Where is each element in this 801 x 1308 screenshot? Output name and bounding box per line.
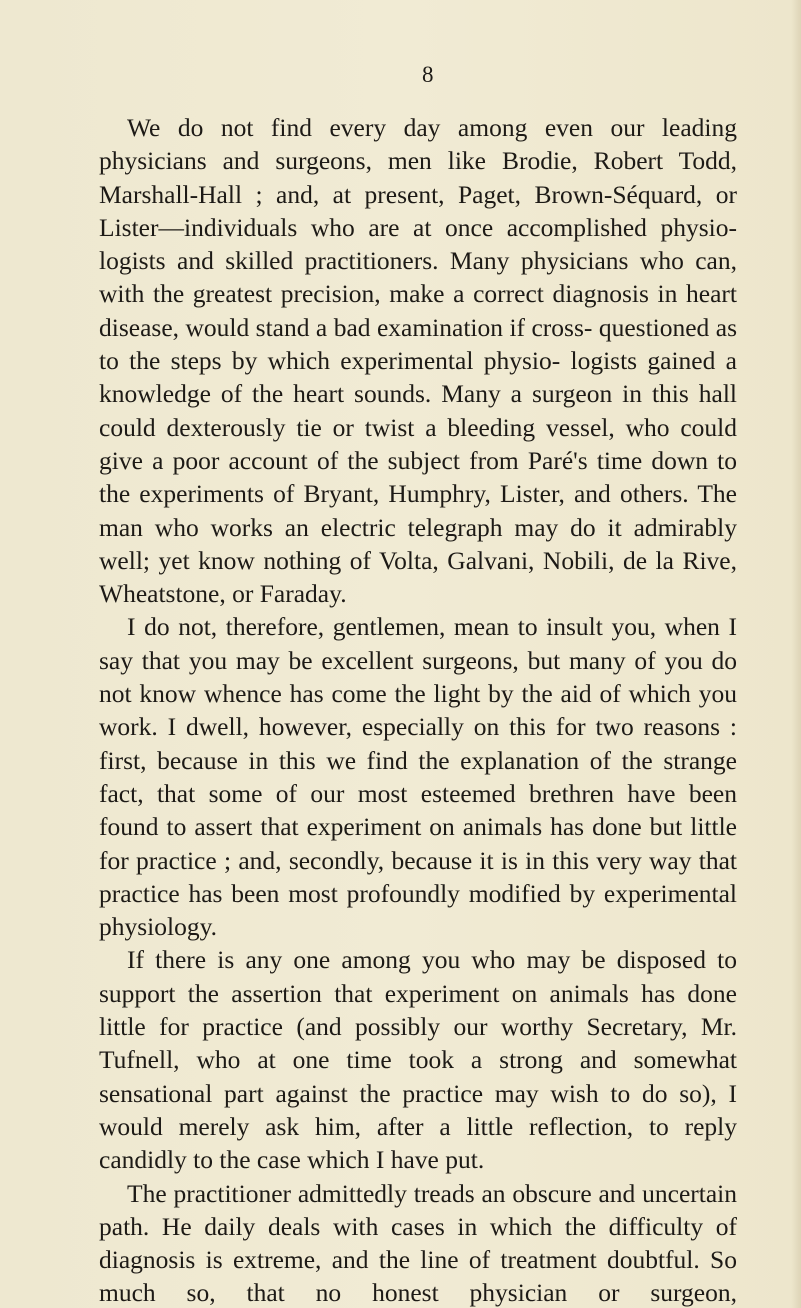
paragraph-3: If there is any one among you who may be disposed to support the assertion that experiment on animals has done little for practice (and possibly our worthy Secretary, Mr. Tufnell, who at one time took a strong and somewhat sensational part against the practice may wish to do so), I would merely ask him, after a little reflection, to reply candidly to the case which I have put. xyxy=(99,945,737,1175)
body-text xyxy=(99,111,737,1308)
paragraph-4: The practitioner admittedly treads an obscure and uncertain path. He daily deals with cases in which the difficulty of diagnosis is extreme, and the line of treatment doubtful. So much so, that no honest physician or surgeon, xyxy=(99,1178,737,1308)
paragraph-1: We do not find every day among even our leading physicians and surgeons, men like Brodie, Robert Todd, Marshall-Hall ; and, at present, Paget, Brown-Séquard, or Lister—individuals who are at once accomplished physio- logists and skilled practitioners. Many physicians who can, with the greatest precision, make a correct diagnosis in heart disease, would stand a bad examination if cross- questioned as to the steps by which experimental physio- logists gained a knowledge of the heart sounds. Many a surgeon in this hall could dexterously tie or twist a bleeding vessel, who could give a poor account of the subject from Paré's time down to the experiments of Bryant, Humphry, Lister, and others. The man who works an electric telegraph may do it admirably well; yet know nothing of Volta, Galvani, Nobili, de la Rive, Wheatstone, or Faraday. xyxy=(99,113,737,609)
page-edge-shadow xyxy=(791,0,801,1308)
page-number: 8 xyxy=(422,62,434,87)
paragraph-2: I do not, therefore, gentlemen, mean to insult you, when I say that you may be excellent surgeons, but many of you do not know whence has come the light by the aid of which you work. I dwell, however, especially on this for two reasons : first, because in this we find the explanation of the strange fact, that some of our most esteemed brethren have been found to assert that experiment on animals has done but little for practice ; and, secondly, because it is in this very way that practice has been most profoundly modified by experimental physiology. xyxy=(99,612,737,942)
